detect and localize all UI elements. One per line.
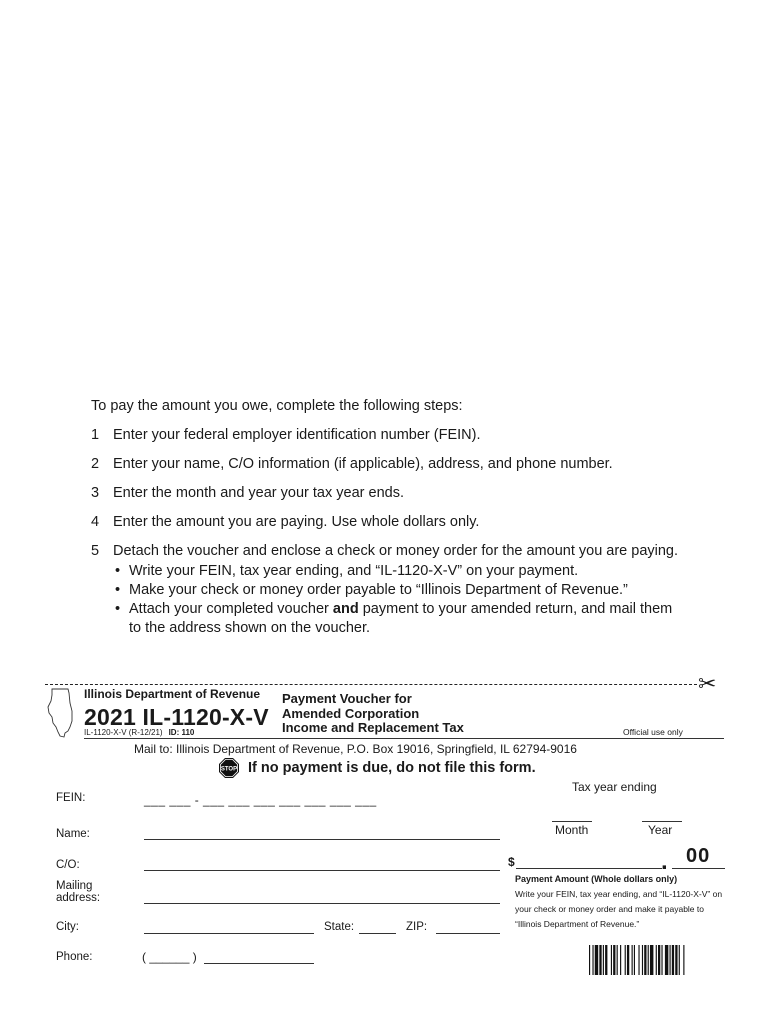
form-number: 2021 IL-1120-X-V bbox=[84, 704, 269, 730]
step-text: Enter the month and year your tax year ends. bbox=[113, 485, 404, 501]
step-2 bbox=[91, 456, 613, 472]
step-number: 3 bbox=[91, 485, 100, 501]
payment-amount-field[interactable] bbox=[516, 868, 662, 869]
barcode-bar bbox=[656, 945, 657, 975]
payment-note: Write your FEIN, tax year ending, and “IL-1120-X-V” on your check or money order and make it payable to “Illinois Department of Revenue.” bbox=[515, 889, 723, 929]
voucher-title bbox=[282, 692, 464, 736]
form-id: ID: 110 bbox=[168, 728, 195, 737]
department-name: Illinois Department of Revenue bbox=[84, 687, 261, 701]
bullet-text: payment to your amended return, and mail them bbox=[358, 601, 673, 617]
bullet-item bbox=[113, 600, 672, 619]
co-field[interactable] bbox=[144, 870, 500, 871]
decimal-point: . bbox=[661, 848, 668, 875]
barcode-bar bbox=[599, 945, 601, 975]
step-text: Enter your name, C/O information (if applicable), address, and phone number. bbox=[113, 456, 613, 472]
barcode-bar bbox=[627, 945, 629, 975]
barcode-bar bbox=[620, 945, 621, 975]
barcode-bar bbox=[605, 945, 607, 975]
step-5 bbox=[91, 543, 678, 559]
year-field[interactable] bbox=[642, 821, 682, 822]
phone-number-field[interactable] bbox=[204, 963, 314, 964]
mailing-label-line: address: bbox=[56, 892, 101, 904]
detach-cut-line bbox=[45, 684, 697, 685]
barcode-bar bbox=[603, 945, 604, 975]
bullet-text: Attach your completed voucher bbox=[129, 601, 333, 617]
mailing-address-label bbox=[56, 880, 100, 904]
step-5-bullets bbox=[113, 562, 672, 638]
state-label: State: bbox=[324, 921, 355, 933]
fein-label: FEIN: bbox=[56, 792, 86, 804]
barcode-bar bbox=[683, 945, 684, 975]
no-payment-warning: If no payment is due, do not file this form. bbox=[248, 760, 536, 776]
mailing-label-line: Mailing bbox=[56, 880, 93, 892]
name-label: Name: bbox=[56, 828, 90, 840]
mailing-address-field[interactable] bbox=[144, 903, 500, 904]
instructions-intro: To pay the amount you owe, complete the following steps: bbox=[91, 398, 463, 414]
stop-sign-icon bbox=[218, 757, 240, 779]
scissors-icon: ✂ bbox=[698, 671, 717, 696]
barcode-bar bbox=[648, 945, 649, 975]
city-label: City: bbox=[56, 921, 79, 933]
barcode-bar bbox=[642, 945, 643, 975]
step-text: Enter the amount you are paying. Use whole dollars only. bbox=[113, 514, 480, 530]
step-4 bbox=[91, 514, 479, 530]
barcode-bar bbox=[595, 945, 598, 975]
bullet-item: • Write your FEIN, tax year ending, and “IL-1120-X-V” on your payment. bbox=[113, 562, 672, 581]
barcode-bar bbox=[661, 945, 662, 975]
co-label: C/O: bbox=[56, 859, 80, 871]
zip-field[interactable] bbox=[436, 933, 500, 934]
step-number: 5 bbox=[91, 543, 100, 559]
bullet-continuation: to the address shown on the voucher. bbox=[129, 620, 371, 636]
year-label: Year bbox=[648, 823, 673, 837]
barcode-bar bbox=[644, 945, 646, 975]
barcode-bar bbox=[634, 945, 635, 975]
illinois-map-icon bbox=[46, 687, 78, 739]
phone-area-code-field[interactable]: ( ______ ) bbox=[142, 950, 197, 964]
form-revision bbox=[84, 728, 194, 737]
barcode-bar bbox=[672, 945, 674, 975]
header-divider bbox=[84, 738, 724, 739]
official-use-label: Official use only bbox=[623, 727, 683, 737]
barcode-icon bbox=[589, 945, 745, 975]
city-field[interactable] bbox=[144, 933, 314, 934]
step-number: 2 bbox=[91, 456, 100, 472]
barcode-bar bbox=[650, 945, 653, 975]
barcode-bar bbox=[675, 945, 677, 975]
title-line: Income and Replacement Tax bbox=[282, 720, 464, 735]
phone-label: Phone: bbox=[56, 951, 93, 963]
step-number: 1 bbox=[91, 427, 100, 443]
barcode-bar bbox=[632, 945, 633, 975]
title-line: Amended Corporation bbox=[282, 705, 420, 721]
bullet-item: • Make your check or money order payable to “Illinois Department of Revenue.” bbox=[113, 581, 672, 600]
tax-year-ending-label: Tax year ending bbox=[572, 780, 657, 794]
cents-value: 00 bbox=[686, 845, 711, 867]
dollar-sign: $ bbox=[508, 855, 515, 869]
barcode-bar bbox=[658, 945, 660, 975]
name-field[interactable] bbox=[144, 839, 500, 840]
barcode-bar bbox=[625, 945, 626, 975]
state-field[interactable] bbox=[359, 933, 396, 934]
barcode-bar bbox=[592, 945, 593, 975]
step-3 bbox=[91, 485, 404, 501]
step-text: Detach the voucher and enclose a check or money order for the amount you are paying. bbox=[113, 543, 679, 559]
barcode-bar bbox=[589, 945, 590, 975]
barcode-bar bbox=[665, 945, 668, 975]
barcode-bar bbox=[670, 945, 671, 975]
month-field[interactable] bbox=[552, 821, 592, 822]
barcode-bar bbox=[613, 945, 615, 975]
month-label: Month bbox=[555, 823, 589, 837]
barcode-bar bbox=[638, 945, 639, 975]
mail-to-address: Mail to: Illinois Department of Revenue, P.O. Box 19016, Springfield, IL 62794-9016 bbox=[134, 742, 577, 756]
cents-underline bbox=[672, 868, 725, 869]
step-text: Enter your federal employer identification number (FEIN). bbox=[113, 427, 481, 443]
revision-text: IL-1120-X-V (R-12/21) bbox=[84, 728, 163, 737]
fein-input[interactable]: ___ ___ - ___ ___ ___ ___ ___ ___ ___ bbox=[144, 793, 377, 807]
barcode-bar bbox=[611, 945, 612, 975]
stop-sign-text: STOP bbox=[220, 766, 238, 773]
bullet-bold-text: and bbox=[332, 601, 359, 617]
barcode-bar bbox=[679, 945, 680, 975]
payment-amount-label: Payment Amount (Whole dollars only) bbox=[515, 874, 678, 884]
title-line: Payment Voucher for bbox=[282, 691, 412, 706]
zip-label: ZIP: bbox=[406, 921, 428, 933]
barcode-bar bbox=[617, 945, 618, 975]
step-number: 4 bbox=[91, 514, 100, 530]
step-1 bbox=[91, 427, 481, 443]
